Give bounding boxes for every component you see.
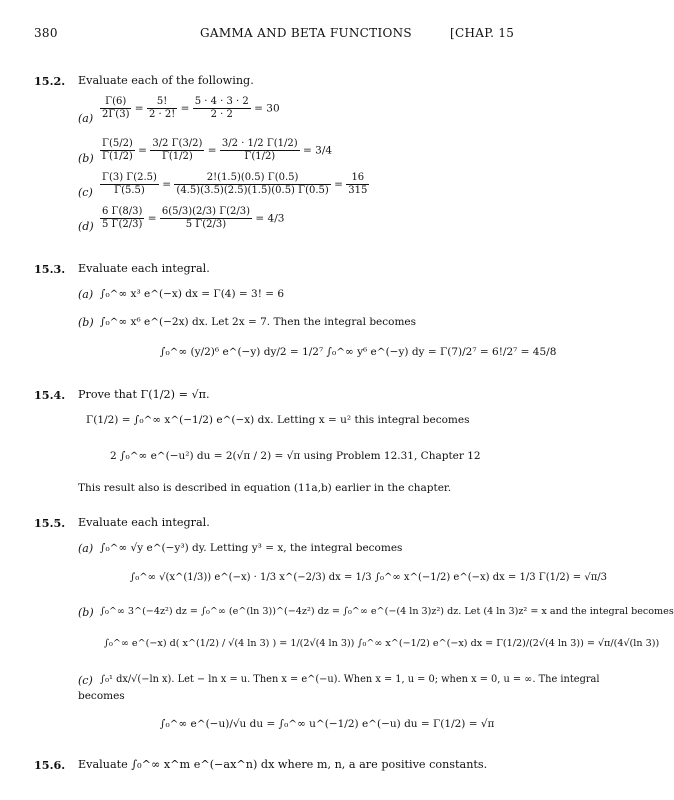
problem-prompt: Evaluate each of the following.: [78, 74, 254, 87]
equation-15-5-c: ∫₀¹ dx/√(−ln x). Let − ln x = u. Then x = e^(−u). When x = 1, u = 0; when x = 0, u = ∞. The integral: [100, 674, 600, 685]
part-label: (a): [78, 288, 94, 301]
problem-number: 15.5.: [34, 516, 66, 530]
equation-15-5-a: ∫₀^∞ √y e^(−y³) dy. Letting y³ = x, the integral becomes: [100, 542, 403, 554]
problem-number: 15.3.: [34, 262, 66, 276]
equation-15-5-b-result: ∫₀^∞ e^(−x) d( x^(1/2) / √(4 ln 3) ) = 1/(2√(4 ln 3)) ∫₀^∞ x^(−1/2) e^(−x) dx = Γ(1/2)/(2√(4 ln 3)) = √π/(4√(ln 3)): [104, 638, 660, 649]
part-label: (b): [78, 606, 94, 619]
problem-number: 15.6.: [34, 758, 66, 772]
part-label: (c): [78, 674, 93, 687]
continuation-text: becomes: [78, 690, 125, 702]
equation-15-5-b: ∫₀^∞ 3^(−4z²) dz = ∫₀^∞ (e^(ln 3))^(−4z²) dz = ∫₀^∞ e^(−(4 ln 3)z²) dz. Let (4 ln 3)z² = x and the integral becomes: [100, 606, 674, 617]
chapter-ref: [CHAP. 15: [450, 26, 515, 40]
part-label: (b): [78, 152, 94, 165]
equation-15-4-line1: Γ(1/2) = ∫₀^∞ x^(−1/2) e^(−x) dx. Letting x = u² this integral becomes: [86, 414, 470, 426]
problem-prompt: Prove that Γ(1/2) = √π.: [78, 388, 210, 401]
note: This result also is described in equation (11a,b) earlier in the chapter.: [78, 482, 452, 494]
part-label: (a): [78, 542, 94, 555]
problem-number: 15.4.: [34, 388, 66, 402]
chapter-title: GAMMA AND BETA FUNCTIONS: [200, 26, 412, 40]
part-label: (c): [78, 186, 93, 199]
equation-15-3-a: ∫₀^∞ x³ e^(−x) dx = Γ(4) = 3! = 6: [100, 288, 285, 300]
equation-15-2-a: $\frac{\Gamma(6)}{2\Gamma(3)}$ = $\frac{5!}{2 \cdot 2!}$ = $\frac{5 \cdot 4 \cdot 3 \cdot 2}{2 \cdot 2}$ = 30: [102, 96, 280, 120]
equation-15-2-b: $\frac{\Gamma(5/2)}{\Gamma(1/2)}$ = $\frac{3/2 \Gamma(3/2)}{\Gamma(1/2)}$ = $\frac{3/2 \cdot 1/2 \Gamma(1/2)}{\Gamma(1/2)}$ = 3/4: [102, 138, 333, 162]
problem-prompt: Evaluate each integral.: [78, 516, 210, 529]
equation-15-3-b: ∫₀^∞ x⁶ e^(−2x) dx. Let 2x = 7. Then the integral becomes: [100, 316, 417, 328]
equation-15-5-c-result: ∫₀^∞ e^(−u)/√u du = ∫₀^∞ u^(−1/2) e^(−u) du = Γ(1/2) = √π: [160, 718, 495, 730]
part-label: (d): [78, 220, 94, 233]
equation-15-2-d: $\frac{6 \Gamma(8/3)}{5 \Gamma(2/3)}$ = $\frac{6(5/3)(2/3) \Gamma(2/3)}{5 \Gamma(2/3)}$ = 4/3: [102, 206, 285, 230]
equation-15-4-line2: 2 ∫₀^∞ e^(−u²) du = 2(√π / 2) = √π using Problem 12.31, Chapter 12: [110, 450, 481, 462]
problem-prompt: Evaluate each integral.: [78, 262, 210, 275]
page-number: 380: [34, 26, 58, 40]
problem-prompt: Evaluate ∫₀^∞ x^m e^(−ax^n) dx where m, n, a are positive constants.: [78, 758, 488, 771]
part-label: (a): [78, 112, 94, 125]
problem-number: 15.2.: [34, 74, 66, 88]
equation-15-2-c: $\frac{\Gamma(3) \Gamma(2.5)}{\Gamma(5.5)}$ = $\frac{2!(1.5)(0.5) \Gamma(0.5)}{(4.5)(3.5)(2.5)(1.5)(0.5) \Gamma(0.5)}$ = $\frac{16}{315}$: [102, 172, 368, 196]
part-label: (b): [78, 316, 94, 329]
equation-15-5-a-result: ∫₀^∞ √(x^(1/3)) e^(−x) · 1/3 x^(−2/3) dx = 1/3 ∫₀^∞ x^(−1/2) e^(−x) dx = 1/3 Γ(1/2) = √π/3: [130, 572, 607, 583]
equation-15-3-b-result: ∫₀^∞ (y/2)⁶ e^(−y) dy/2 = 1/2⁷ ∫₀^∞ y⁶ e^(−y) dy = Γ(7)/2⁷ = 6!/2⁷ = 45/8: [160, 346, 557, 358]
